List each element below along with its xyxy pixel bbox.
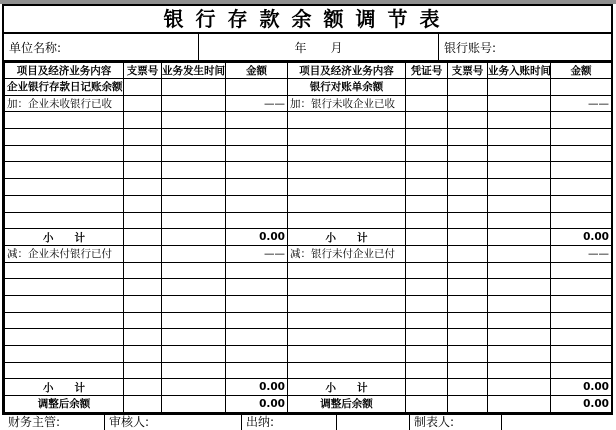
empty-cell[interactable] xyxy=(5,262,124,279)
empty-cell[interactable] xyxy=(124,229,162,246)
empty-cell[interactable] xyxy=(488,179,551,196)
empty-cell[interactable] xyxy=(226,212,288,229)
empty-cell[interactable] xyxy=(448,212,488,229)
empty-cell[interactable] xyxy=(448,179,488,196)
empty-cell[interactable] xyxy=(162,179,226,196)
empty-cell[interactable] xyxy=(288,195,406,212)
empty-cell[interactable] xyxy=(406,112,448,129)
empty-cell[interactable] xyxy=(406,95,448,112)
empty-cell[interactable] xyxy=(124,295,162,312)
data-row xyxy=(5,179,612,196)
empty-cell[interactable] xyxy=(124,129,162,146)
empty-cell[interactable] xyxy=(448,229,488,246)
empty-cell[interactable] xyxy=(226,162,288,179)
empty-cell[interactable] xyxy=(551,346,612,363)
empty-cell[interactable] xyxy=(406,262,448,279)
empty-cell[interactable] xyxy=(226,112,288,129)
empty-cell[interactable] xyxy=(124,329,162,346)
adjusted-balance-row xyxy=(5,396,612,413)
empty-cell[interactable] xyxy=(551,212,612,229)
column-header: 支票号 xyxy=(124,63,162,79)
empty-cell[interactable] xyxy=(162,229,226,246)
empty-cell[interactable] xyxy=(124,312,162,329)
empty-cell[interactable] xyxy=(162,312,226,329)
empty-cell[interactable] xyxy=(288,295,406,312)
amount-cell[interactable]: 0.00 xyxy=(226,396,288,413)
data-row xyxy=(5,112,612,129)
empty-cell[interactable] xyxy=(406,362,448,379)
row-label: 小 计 xyxy=(5,229,124,246)
empty-cell[interactable] xyxy=(162,212,226,229)
empty-cell[interactable] xyxy=(551,329,612,346)
column-header: 支票号 xyxy=(448,63,488,79)
empty-cell[interactable] xyxy=(337,413,410,430)
data-row xyxy=(5,245,612,262)
empty-cell[interactable] xyxy=(448,112,488,129)
empty-cell[interactable] xyxy=(448,245,488,262)
reviewer-signature-field[interactable]: 审核人: xyxy=(105,413,242,430)
row-label: 减：银行未付企业已付 xyxy=(288,245,406,262)
empty-cell[interactable] xyxy=(488,195,551,212)
preparer-signature-field[interactable]: 制表人: xyxy=(410,413,502,430)
empty-cell[interactable] xyxy=(226,145,288,162)
empty-cell[interactable] xyxy=(488,212,551,229)
footer-row xyxy=(4,413,611,430)
empty-cell[interactable] xyxy=(5,195,124,212)
subtotal-row xyxy=(5,229,612,246)
data-row xyxy=(5,312,612,329)
empty-cell[interactable] xyxy=(551,145,612,162)
reconciliation-table xyxy=(4,62,612,413)
data-row xyxy=(5,129,612,146)
empty-cell[interactable] xyxy=(448,346,488,363)
amount-cell[interactable]: 0.00 xyxy=(226,229,288,246)
empty-cell[interactable] xyxy=(448,312,488,329)
empty-cell[interactable] xyxy=(124,145,162,162)
empty-cell[interactable] xyxy=(162,295,226,312)
empty-cell[interactable] xyxy=(288,129,406,146)
column-header: 凭证号 xyxy=(406,63,448,79)
column-header: 金额 xyxy=(226,63,288,79)
period-field[interactable]: 年 月 xyxy=(199,34,439,60)
column-header: 业务入账时间 xyxy=(488,63,551,79)
row-label: 小 计 xyxy=(288,379,406,396)
row-label: 调整后余额 xyxy=(5,396,124,413)
empty-cell[interactable] xyxy=(488,295,551,312)
empty-cell[interactable] xyxy=(488,145,551,162)
amount-cell[interactable]: 0.00 xyxy=(551,229,612,246)
empty-cell[interactable] xyxy=(448,362,488,379)
empty-cell[interactable] xyxy=(551,262,612,279)
row-label: 企业银行存款日记账余额 xyxy=(5,79,124,96)
cashier-signature-field[interactable]: 出纳: xyxy=(242,413,337,430)
empty-cell[interactable] xyxy=(288,346,406,363)
empty-cell[interactable] xyxy=(406,329,448,346)
empty-cell[interactable] xyxy=(448,279,488,296)
empty-cell[interactable] xyxy=(162,379,226,396)
data-row xyxy=(5,295,612,312)
column-header: 项目及经济业务内容 xyxy=(5,63,124,79)
unit-name-field[interactable]: 单位名称: xyxy=(4,34,199,60)
empty-cell[interactable] xyxy=(162,329,226,346)
empty-cell[interactable] xyxy=(162,396,226,413)
empty-cell[interactable] xyxy=(124,346,162,363)
reconciliation-sheet xyxy=(2,4,613,429)
empty-cell[interactable] xyxy=(5,329,124,346)
row-label: 加：企业未收银行已收 xyxy=(5,95,124,112)
empty-cell[interactable] xyxy=(488,262,551,279)
data-row xyxy=(5,362,612,379)
empty-cell[interactable] xyxy=(551,195,612,212)
empty-cell[interactable] xyxy=(488,245,551,262)
empty-cell[interactable] xyxy=(124,212,162,229)
empty-cell[interactable] xyxy=(288,162,406,179)
empty-cell[interactable] xyxy=(124,262,162,279)
empty-cell[interactable] xyxy=(406,212,448,229)
empty-cell[interactable] xyxy=(5,145,124,162)
amount-cell[interactable]: 0.00 xyxy=(551,396,612,413)
amount-cell[interactable]: —— xyxy=(226,95,288,112)
empty-cell[interactable] xyxy=(551,179,612,196)
empty-cell[interactable] xyxy=(406,229,448,246)
row-label: 加：银行未收企业已收 xyxy=(288,95,406,112)
empty-cell[interactable] xyxy=(406,379,448,396)
empty-cell[interactable] xyxy=(226,329,288,346)
empty-cell[interactable] xyxy=(406,162,448,179)
empty-cell[interactable] xyxy=(226,312,288,329)
data-row xyxy=(5,262,612,279)
empty-cell[interactable] xyxy=(124,379,162,396)
empty-cell[interactable] xyxy=(488,162,551,179)
empty-cell[interactable] xyxy=(124,362,162,379)
empty-cell[interactable] xyxy=(288,262,406,279)
amount-cell[interactable] xyxy=(226,79,288,96)
empty-cell[interactable] xyxy=(162,346,226,363)
empty-cell[interactable] xyxy=(288,279,406,296)
empty-cell[interactable] xyxy=(288,212,406,229)
empty-cell[interactable] xyxy=(5,179,124,196)
empty-cell[interactable] xyxy=(448,195,488,212)
amount-cell[interactable]: 0.00 xyxy=(551,379,612,396)
data-row xyxy=(5,279,612,296)
amount-cell[interactable] xyxy=(551,79,612,96)
empty-cell[interactable] xyxy=(448,262,488,279)
empty-cell[interactable] xyxy=(5,162,124,179)
data-row xyxy=(5,79,612,96)
empty-cell[interactable] xyxy=(226,195,288,212)
empty-cell[interactable] xyxy=(162,79,226,96)
data-row xyxy=(5,195,612,212)
empty-cell[interactable] xyxy=(488,346,551,363)
empty-cell[interactable] xyxy=(162,95,226,112)
empty-cell[interactable] xyxy=(226,262,288,279)
empty-cell[interactable] xyxy=(448,379,488,396)
empty-cell[interactable] xyxy=(226,346,288,363)
empty-cell[interactable] xyxy=(124,195,162,212)
empty-cell[interactable] xyxy=(124,279,162,296)
empty-cell[interactable] xyxy=(551,295,612,312)
empty-cell[interactable] xyxy=(551,362,612,379)
empty-cell[interactable] xyxy=(226,179,288,196)
empty-cell[interactable] xyxy=(488,95,551,112)
data-row xyxy=(5,212,612,229)
empty-cell[interactable] xyxy=(448,396,488,413)
empty-cell[interactable] xyxy=(488,379,551,396)
empty-cell[interactable] xyxy=(162,195,226,212)
empty-cell[interactable] xyxy=(448,295,488,312)
empty-cell[interactable] xyxy=(5,129,124,146)
subtotal-row xyxy=(5,379,612,396)
empty-cell[interactable] xyxy=(162,112,226,129)
empty-cell[interactable] xyxy=(5,312,124,329)
empty-cell[interactable] xyxy=(488,112,551,129)
amount-cell[interactable]: —— xyxy=(551,95,612,112)
empty-cell[interactable] xyxy=(406,312,448,329)
empty-cell[interactable] xyxy=(124,162,162,179)
empty-cell[interactable] xyxy=(124,179,162,196)
empty-cell[interactable] xyxy=(406,145,448,162)
empty-cell[interactable] xyxy=(162,245,226,262)
empty-cell[interactable] xyxy=(406,195,448,212)
empty-cell[interactable] xyxy=(448,145,488,162)
row-label: 调整后余额 xyxy=(288,396,406,413)
amount-cell[interactable]: —— xyxy=(551,245,612,262)
empty-cell[interactable] xyxy=(502,413,611,430)
empty-cell[interactable] xyxy=(406,279,448,296)
empty-cell[interactable] xyxy=(288,312,406,329)
empty-cell[interactable] xyxy=(406,346,448,363)
data-row xyxy=(5,162,612,179)
amount-cell[interactable]: —— xyxy=(226,245,288,262)
empty-cell[interactable] xyxy=(226,129,288,146)
empty-cell[interactable] xyxy=(448,95,488,112)
empty-cell[interactable] xyxy=(406,245,448,262)
data-row xyxy=(5,346,612,363)
empty-cell[interactable] xyxy=(406,396,448,413)
info-row xyxy=(4,34,611,62)
empty-cell[interactable] xyxy=(124,396,162,413)
empty-cell[interactable] xyxy=(488,129,551,146)
empty-cell[interactable] xyxy=(5,346,124,363)
empty-cell[interactable] xyxy=(288,145,406,162)
data-row xyxy=(5,145,612,162)
empty-cell[interactable] xyxy=(162,145,226,162)
empty-cell[interactable] xyxy=(288,179,406,196)
empty-cell[interactable] xyxy=(488,329,551,346)
empty-cell[interactable] xyxy=(5,295,124,312)
empty-cell[interactable] xyxy=(406,79,448,96)
empty-cell[interactable] xyxy=(226,295,288,312)
empty-cell[interactable] xyxy=(288,329,406,346)
empty-cell[interactable] xyxy=(288,112,406,129)
column-header: 金额 xyxy=(551,63,612,79)
empty-cell[interactable] xyxy=(5,112,124,129)
empty-cell[interactable] xyxy=(551,129,612,146)
empty-cell[interactable] xyxy=(551,279,612,296)
empty-cell[interactable] xyxy=(5,212,124,229)
empty-cell[interactable] xyxy=(162,262,226,279)
empty-cell[interactable] xyxy=(226,362,288,379)
column-header: 业务发生时间 xyxy=(162,63,226,79)
empty-cell[interactable] xyxy=(488,79,551,96)
empty-cell[interactable] xyxy=(162,279,226,296)
empty-cell[interactable] xyxy=(488,396,551,413)
empty-cell[interactable] xyxy=(406,179,448,196)
empty-cell[interactable] xyxy=(448,129,488,146)
row-label: 小 计 xyxy=(288,229,406,246)
empty-cell[interactable] xyxy=(448,79,488,96)
row-label: 小 计 xyxy=(5,379,124,396)
supervisor-signature-field[interactable]: 财务主管: xyxy=(4,413,105,430)
empty-cell[interactable] xyxy=(124,95,162,112)
column-header: 项目及经济业务内容 xyxy=(288,63,406,79)
header-row xyxy=(5,63,612,79)
row-label: 银行对账单余额 xyxy=(288,79,406,96)
empty-cell[interactable] xyxy=(124,245,162,262)
empty-cell[interactable] xyxy=(488,312,551,329)
empty-cell[interactable] xyxy=(448,329,488,346)
empty-cell[interactable] xyxy=(488,229,551,246)
empty-cell[interactable] xyxy=(448,162,488,179)
empty-cell[interactable] xyxy=(124,79,162,96)
empty-cell[interactable] xyxy=(288,362,406,379)
empty-cell[interactable] xyxy=(406,129,448,146)
empty-cell[interactable] xyxy=(162,129,226,146)
empty-cell[interactable] xyxy=(488,279,551,296)
amount-cell[interactable]: 0.00 xyxy=(226,379,288,396)
empty-cell[interactable] xyxy=(124,112,162,129)
bank-account-field[interactable]: 银行账号: xyxy=(444,40,497,55)
empty-cell[interactable] xyxy=(551,162,612,179)
sheet-title: 银行存款余额调节表 xyxy=(4,6,611,34)
empty-cell[interactable] xyxy=(162,362,226,379)
empty-cell[interactable] xyxy=(406,295,448,312)
empty-cell[interactable] xyxy=(162,162,226,179)
empty-cell[interactable] xyxy=(551,312,612,329)
data-row xyxy=(5,329,612,346)
empty-cell[interactable] xyxy=(5,362,124,379)
empty-cell[interactable] xyxy=(551,112,612,129)
empty-cell[interactable] xyxy=(5,279,124,296)
empty-cell[interactable] xyxy=(488,362,551,379)
data-row xyxy=(5,95,612,112)
empty-cell[interactable] xyxy=(226,279,288,296)
row-label: 减：企业未付银行已付 xyxy=(5,245,124,262)
